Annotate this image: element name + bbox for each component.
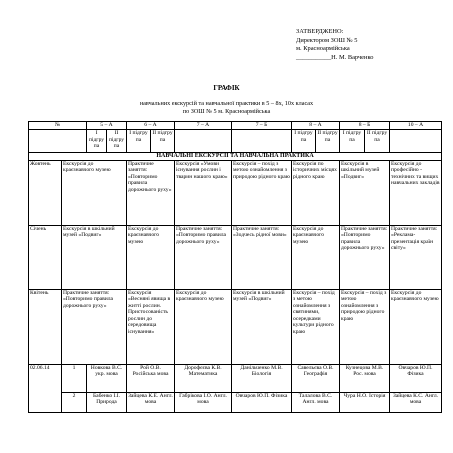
- num-header: №: [29, 122, 87, 130]
- schedule-cell: Практичне заняття: «Рекламa- презентація країн світу»: [390, 225, 442, 289]
- practice-cell: Габрікова І.О. Англ. мова: [175, 392, 232, 412]
- practice-row-number: 2: [62, 392, 87, 412]
- schedule-cell: Екскурсія в шкільний музей «Подвиг»: [232, 289, 292, 364]
- practice-cell: Талалова В.С. Англ. мова: [292, 392, 340, 412]
- schedule-cell: Практичне заняття: «Зодчесь рідної мови»: [232, 225, 292, 289]
- practice-cell: Рой О.В. Російська мова: [127, 364, 175, 392]
- subgroup-7b: [232, 130, 292, 153]
- practice-cell: Зайцева К.С. Англ. мова: [390, 392, 442, 412]
- practice-cell: Данільченко М.В. Біологія: [232, 364, 292, 392]
- subgroup-5a-1: I підгру па: [87, 130, 107, 153]
- subgroup-10a: [390, 130, 442, 153]
- class-header-5a: 5 – А: [87, 122, 127, 130]
- schedule-cell: Екскурсія до краєзнавчого музею: [390, 289, 442, 364]
- class-header-8b: 8 – Б: [340, 122, 390, 130]
- practice-cell: Кузнецова М.В. Рос. мова: [340, 364, 390, 392]
- practice-cell: Дорофєєва К.В. Математика: [175, 364, 232, 392]
- subgroup-8b-1: I підгру па: [340, 130, 365, 153]
- practice-cell: Савельєва О.В. Географія: [292, 364, 340, 392]
- schedule-cell: Екскурсія до краєзнавчого музею: [127, 225, 175, 289]
- approval-line-3: м. Красноармійська: [296, 45, 350, 53]
- practice-cell: Овчаров Ю.П. Фізика: [390, 364, 442, 392]
- schedule-cell: Практичне заняття: «Повторимо правила дорожнього руху»: [340, 225, 390, 289]
- practice-date: 02.06.14: [29, 364, 62, 412]
- schedule-cell: Екскурсія в шкільний музей «Подвиг»: [340, 160, 390, 225]
- practice-row-2: [29, 392, 442, 412]
- month-row-april: [29, 289, 442, 364]
- schedule-cell: Екскурсія в шкільний музей «Подвиг»: [62, 225, 127, 289]
- class-header-8a: 8 – А: [292, 122, 340, 130]
- subgroup-6a-1: I підгру па: [127, 130, 151, 153]
- subgroup-8a-1: I підгру па: [292, 130, 316, 153]
- approval-line-2: Директором ЗОШ № 5: [296, 36, 358, 44]
- subgroup-6a-2: II підгру па: [151, 130, 175, 153]
- subgroup-blank: [29, 130, 87, 153]
- month-row-january: [29, 225, 442, 289]
- schedule-cell: Екскурсія до краєзнавчого музею: [292, 225, 340, 289]
- schedule-cell: Екскурсія «Умови існування рослин і тварин нашого краю»: [175, 160, 232, 225]
- subgroup-5a-2: II підгру па: [107, 130, 127, 153]
- schedule-table: [28, 121, 442, 413]
- schedule-cell: Практичне заняття: «Повторимо правила дорожнього руху»: [127, 160, 175, 225]
- practice-cell: Новкова В.С. укр. мова: [87, 364, 127, 392]
- schedule-cell: Екскурсія – похід з метою ознайомлення з святинями, осередками культури рідного краю: [292, 289, 340, 364]
- practice-cell: Зайцева К.Е. Англ. мова: [127, 392, 175, 412]
- subgroup-8b-2: II підгру па: [365, 130, 390, 153]
- schedule-cell: Екскурсія до краєзнавчого музею: [175, 289, 232, 364]
- schedule-cell: Екскурсія – похід з метою ознайомлення з природою рідного краю: [232, 160, 292, 225]
- approval-line-4: ___________Н. М. Варченко: [296, 53, 374, 61]
- document-subtitle: [0, 100, 453, 116]
- section-title: НАВЧАЛЬНІ ЕКСКУРСІЇ ТА НАВЧАЛЬНА ПРАКТИКА: [29, 153, 442, 161]
- practice-cell: Овчаров Ю.П. Фізика: [232, 392, 292, 412]
- subgroup-8a-2: II підгру па: [316, 130, 340, 153]
- schedule-cell: Екскурсія до професійно - технічних та вищих навчальних закладів: [390, 160, 442, 225]
- schedule-cell: Екскурсія по історичних місцях рідного краю: [292, 160, 340, 225]
- class-header-10a: 10 – А: [390, 122, 442, 130]
- practice-cell: Бабенко І.І. Природа: [87, 392, 127, 412]
- practice-row-number: 1: [62, 364, 87, 392]
- month-label: Квітень: [29, 289, 62, 364]
- practice-cell: Чура Н.О. Історія: [340, 392, 390, 412]
- subtitle-line-2: по ЗОШ № 5 м. Красноармійська: [182, 108, 271, 115]
- approval-line-1: ЗАТВЕРДЖЕНО:: [296, 28, 344, 35]
- approval-block: [296, 28, 373, 62]
- schedule-cell: Екскурсія – похід з метою ознайомлення з природою рідного краю: [340, 289, 390, 364]
- schedule-cell: Практичне заняття: «Повторимо правила дорожнього руху»: [62, 289, 127, 364]
- practice-row-1: [29, 364, 442, 392]
- month-row-october: [29, 160, 442, 225]
- class-header-7a: 7 – А: [175, 122, 232, 130]
- schedule-cell: Екскурсія до краєзнавчого музею: [62, 160, 127, 225]
- document-title: ГРАФІК: [213, 84, 240, 92]
- subgroup-header-row: [29, 130, 442, 153]
- schedule-cell: Практичне заняття: «Повторимо правила дорожнього руху»: [175, 225, 232, 289]
- schedule-cell: Екскурсія «Весняні явища в житті рослин. Пристосованість рослин до середовища існування»: [127, 289, 175, 364]
- class-header-row: [29, 122, 442, 130]
- class-header-6a: 6 – А: [127, 122, 175, 130]
- subgroup-7a: [175, 130, 232, 153]
- month-label: Січень: [29, 225, 62, 289]
- subtitle-line-1: навчальних екскурсій та навчальної практики в 5 – 8х, 10х класах: [139, 100, 314, 107]
- class-header-7b: 7 – Б: [232, 122, 292, 130]
- month-label: Жовтень: [29, 160, 62, 225]
- section-header-row: [29, 153, 442, 161]
